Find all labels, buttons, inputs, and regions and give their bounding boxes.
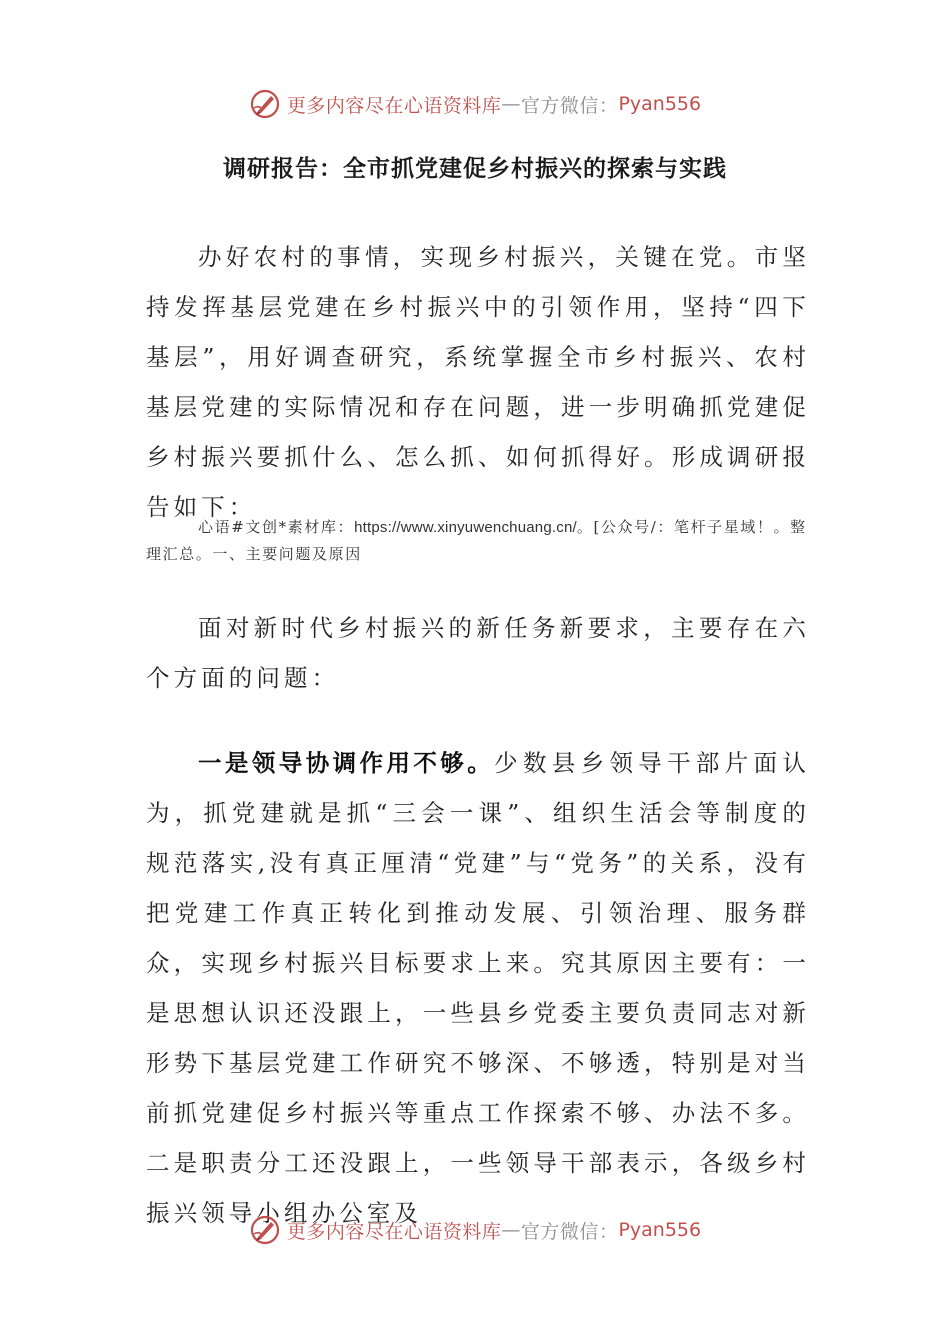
pen-seal-icon bbox=[249, 88, 281, 120]
banner-main-text: 更多内容尽在心语资料库 bbox=[286, 94, 502, 117]
footer-watermark-banner bbox=[0, 1208, 950, 1252]
banner-sub-text: 官方微信： bbox=[520, 94, 619, 117]
problem-one-body: 少数县乡领导干部片面认为，抓党建就是抓“三会一课”、组织生活会等制度的规范落实,没有真正厘清“党建”与“党务”的关系，没有把党建工作真正转化到推动发展、引领治理、服务群众，实现乡村振兴目标要求上来。究其原因主要有：一是思想认识还没跟上，一些县乡党委主要负责同志对新形势下基层党建工作研究不够深、不够透，特别是对当前抓党建促乡村振兴等重点工作探索不够、办法不多。二是职责分工还没跟上，一些领导干部表示，各级乡村振兴领导小组办公室及 bbox=[146, 749, 810, 1227]
banner-wechat-id: Pyan556 bbox=[618, 93, 702, 115]
header-watermark-banner bbox=[0, 82, 950, 126]
banner-main-text: 更多内容尽在心语资料库 bbox=[286, 1220, 502, 1243]
problem-one-heading: 一是领导协调作用不够。 bbox=[198, 749, 495, 777]
document-title: 调研报告：全市抓党建促乡村振兴的探索与实践 bbox=[223, 156, 727, 182]
source-note bbox=[146, 514, 810, 567]
banner-dash: — bbox=[501, 1219, 521, 1241]
banner-dash: — bbox=[501, 93, 521, 115]
banner-wechat-id: Pyan556 bbox=[618, 1219, 702, 1241]
note-suffix: 。[公众号/：笔杆子星域！。整理汇总。一、主要问题及原因 bbox=[146, 518, 807, 563]
note-prefix: 心语#文创*素材库： bbox=[198, 518, 355, 536]
pen-seal-icon bbox=[249, 1214, 281, 1246]
paragraph-problem-one bbox=[146, 738, 810, 1238]
paragraph-problems-intro: 面对新时代乡村振兴的新任务新要求，主要存在六个方面的问题： bbox=[146, 614, 810, 692]
note-url: https://www.xinyuwenchuang.cn/ bbox=[354, 519, 577, 536]
banner-sub-text: 官方微信： bbox=[520, 1220, 619, 1243]
paragraph-intro: 办好农村的事情，实现乡村振兴，关键在党。市坚持发挥基层党建在乡村振兴中的引领作用，坚持“四下基层”，用好调查研究，系统掌握全市乡村振兴、农村基层党建的实际情况和存在问题，进一步明确抓党建促乡村振兴要抓什么、怎么抓、如何抓得好。形成调研报告如下： bbox=[146, 243, 810, 521]
